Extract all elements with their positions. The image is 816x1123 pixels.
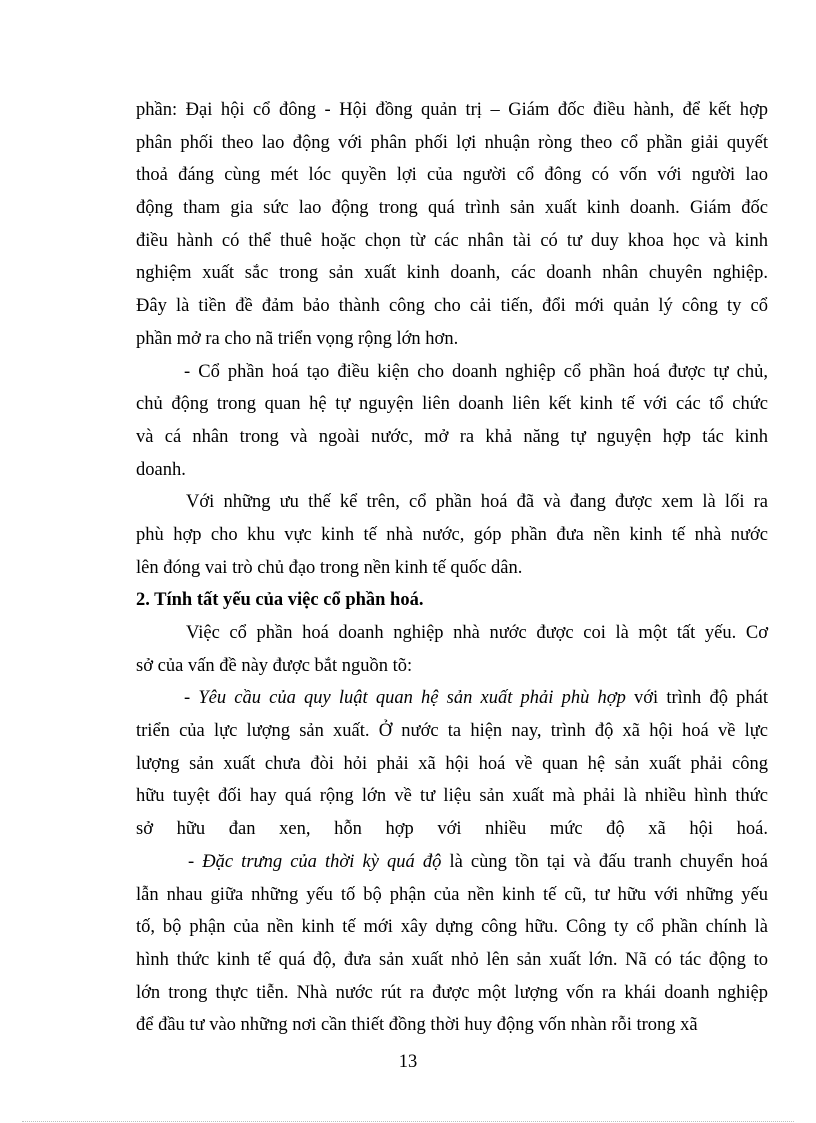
- text-run: với trình độ phát: [625, 688, 768, 709]
- paragraph-1: [136, 94, 768, 356]
- italic-lead-text: - Đặc trưng của thời kỳ quá độ: [188, 851, 442, 872]
- section-heading: 2. Tính tất yếu của việc cổ phần hoá.: [136, 590, 424, 611]
- text-line: phân phối theo lao động với phân phối lợi nhuận ròng theo cổ phần giải quyết: [136, 132, 768, 153]
- text-line: chủ động trong quan hệ tự nguyện liên doanh liên kết kinh tế với các tổ chức: [136, 394, 768, 415]
- text-line: - Cổ phần hoá tạo điều kiện cho doanh nghiệp cổ phần hoá được tự chủ,: [184, 361, 768, 382]
- text-line: lớn trong thực tiễn. Nhà nước rút ra được một lượng vốn ra khái doanh nghiệp: [136, 982, 768, 1003]
- paragraph-2: [136, 356, 768, 487]
- text-line: và cá nhân trong và ngoài nước, mở ra khả năng tự nguyện hợp tác kinh: [136, 426, 768, 447]
- text-line: hình thức kinh tế quá độ, đưa sản xuất nhỏ lên sản xuất lớn. Nã có tác động to: [136, 949, 768, 970]
- text-line: sở của vấn đề này được bắt nguồn tõ:: [136, 655, 413, 676]
- text-line: lẫn nhau giữa những yếu tố bộ phận của nền kinh tế cũ, tư hữu với những yếu: [136, 884, 768, 905]
- paragraph-5: [136, 682, 768, 845]
- text-line: phần mở ra cho nã triển vọng rộng lớn hơn.: [136, 328, 459, 349]
- text-line: động tham gia sức lao động trong quá trình sản xuất kinh doanh. Giám đốc: [136, 198, 768, 219]
- paragraph-4: [136, 617, 768, 682]
- italic-lead-text: - Yêu cầu của quy luật quan hệ sản xuất phải phù hợp: [184, 688, 626, 709]
- text-line: để đầu tư vào những nơi cần thiết đồng thời huy động vốn nhàn rỗi trong xã: [136, 1015, 698, 1036]
- text-line: lên đóng vai trò chủ đạo trong nền kinh tế quốc dân.: [136, 557, 523, 578]
- text-line: phần: Đại hội cổ đông - Hội đồng quản trị – Giám đốc điều hành, để kết hợp: [136, 100, 768, 120]
- text-line: tố, bộ phận của nền kinh tế mới xây dựng công hữu. Công ty cổ phần chính là: [136, 917, 768, 938]
- document-body: [136, 94, 768, 1042]
- text-line: hữu tuyệt đối hay quá rộng lớn về tư liệu sản xuất mà phải là nhiều hình thức: [136, 786, 768, 807]
- text-line: [136, 682, 768, 715]
- paragraph-3: [136, 486, 768, 584]
- page-number: 13: [398, 1052, 418, 1072]
- text-line: doanh.: [136, 459, 186, 480]
- text-line: phù hợp cho khu vực kinh tế nhà nước, góp phần đưa nền kinh tế nhà nước: [136, 524, 768, 545]
- page-bottom-divider: [22, 1121, 794, 1122]
- text-line: sở hữu đan xen, hỗn hợp với nhiều mức độ xã hội hoá.: [136, 819, 768, 840]
- text-line: triển của lực lượng sản xuất. Ở nước ta hiện nay, trình độ xã hội hoá về lực: [136, 721, 768, 742]
- text-line: điều hành có thể thuê hoặc chọn từ các nhân tài có tư duy khoa học và kinh: [136, 230, 768, 251]
- text-line: [136, 846, 768, 879]
- paragraph-6: [136, 846, 768, 1042]
- text-run: là cùng tồn tại và đấu tranh chuyển hoá: [441, 851, 768, 872]
- text-line: lượng sản xuất chưa đòi hỏi phải xã hội hoá về quan hệ sản xuất phải công: [136, 753, 768, 774]
- text-line: thoả đáng cùng mét lóc quyền lợi của người cổ đông có vốn với người lao: [136, 165, 768, 186]
- text-line: Với những ưu thế kể trên, cổ phần hoá đã và đang được xem là lối ra: [186, 492, 768, 513]
- text-line: Đây là tiền đề đảm bảo thành công cho cải tiến, đổi mới quản lý công ty cổ: [136, 296, 768, 317]
- text-line: nghiệm xuất sắc trong sản xuất kinh doanh, các doanh nhân chuyên nghiệp.: [136, 263, 768, 284]
- text-line: Việc cổ phần hoá doanh nghiệp nhà nước được coi là một tất yếu. Cơ: [186, 623, 768, 643]
